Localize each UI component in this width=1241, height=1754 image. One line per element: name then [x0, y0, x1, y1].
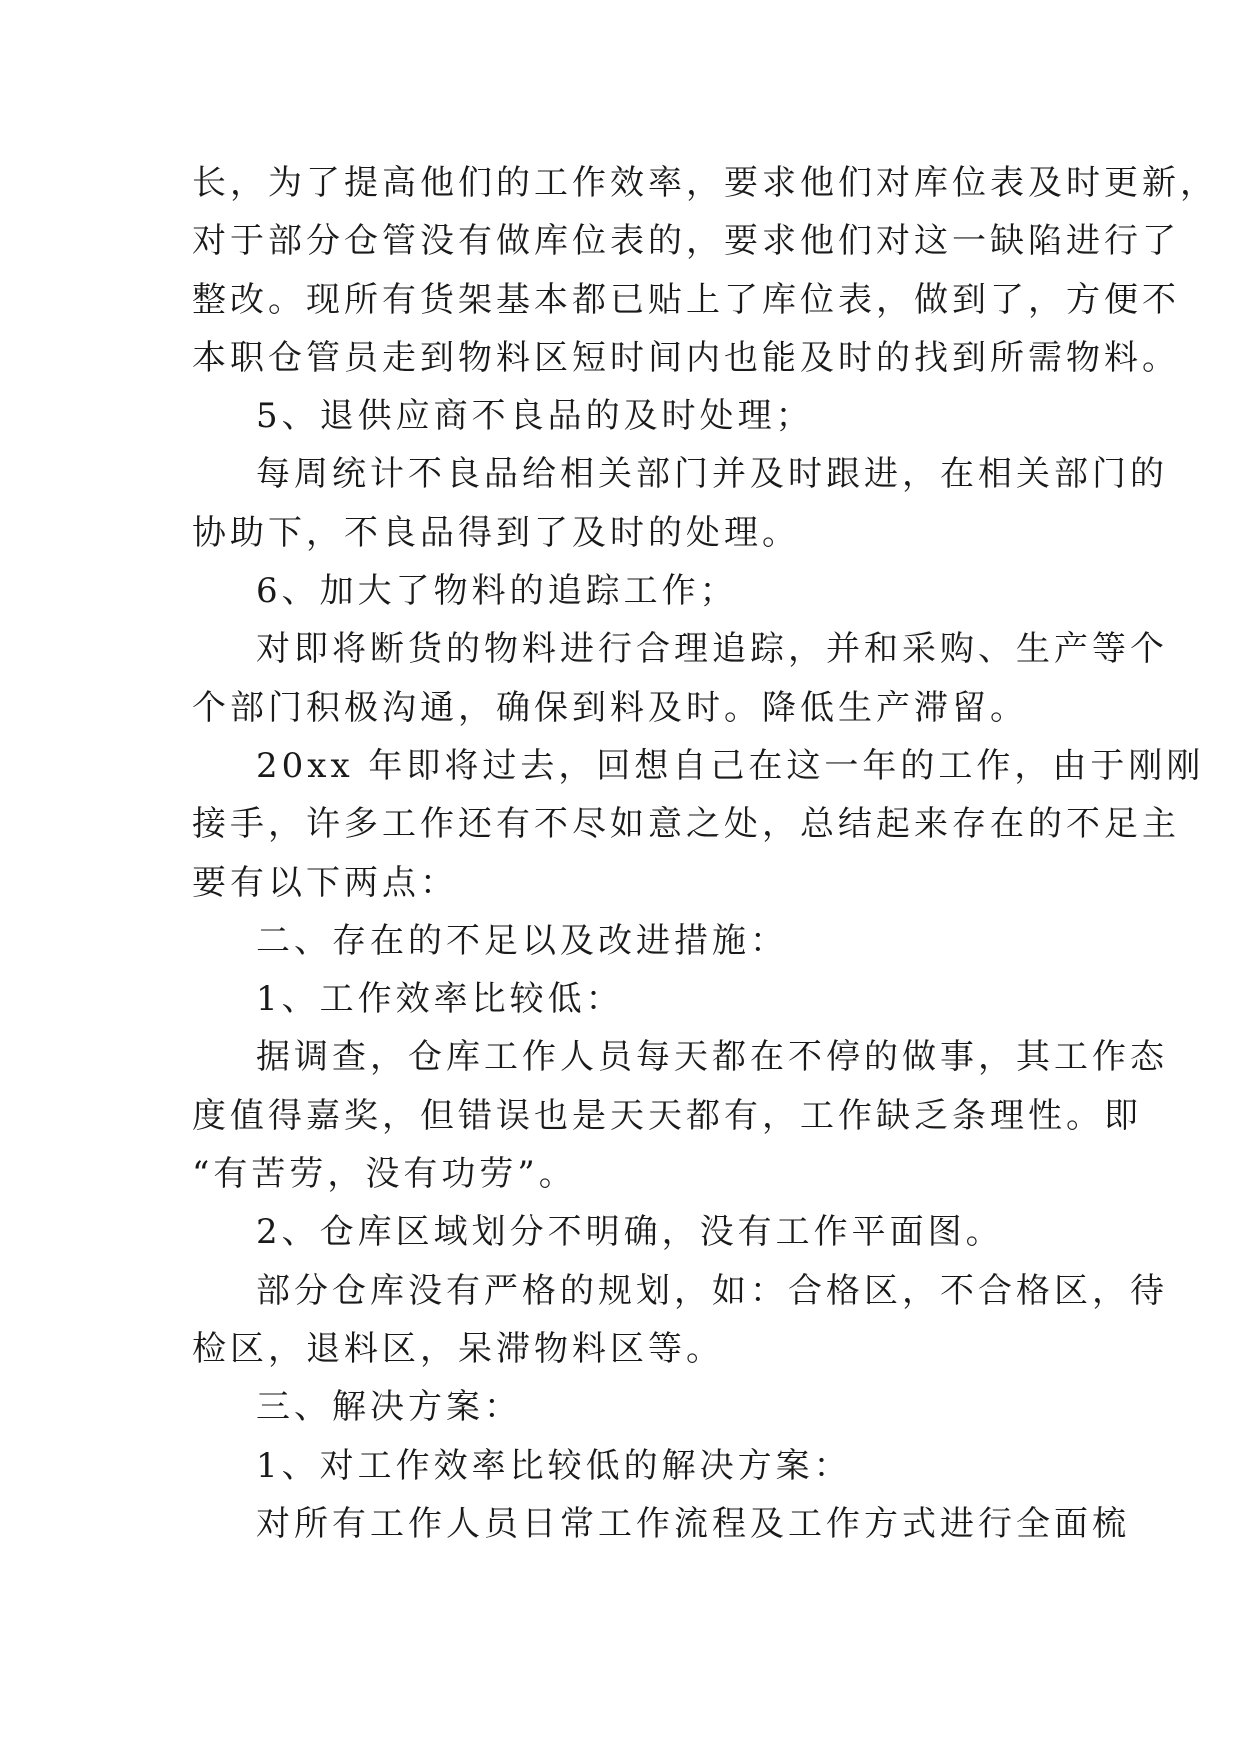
- section-heading: 5、退供应商不良品的及时处理；: [256, 396, 814, 437]
- text-line: 据调查，仓库工作人员每天都在不停的做事，其工作态: [256, 1037, 1168, 1078]
- text-line: “有苦劳，没有功劳”。: [192, 1154, 577, 1195]
- document-body: [192, 154, 1218, 1553]
- text-line: 长，为了提高他们的工作效率，要求他们对库位表及时更新，: [192, 163, 1218, 203]
- text-line: 部分仓库没有严格的规划，如：合格区，不合格区，待: [256, 1270, 1168, 1311]
- text-line: 度值得嘉奖，但错误也是天天都有，工作缺乏条理性。即: [192, 1095, 1142, 1136]
- text-line: 协助下，不良品得到了及时的处理。: [192, 512, 800, 553]
- section-heading: 6、加大了物料的追踪工作；: [256, 571, 738, 612]
- text-line: 个部门积极沟通，确保到料及时。降低生产滞留。: [192, 687, 1028, 728]
- section-heading: 1、工作效率比较低：: [256, 979, 624, 1020]
- section-heading: 2、仓库区域划分不明确，没有工作平面图。: [256, 1212, 1004, 1253]
- text-line: 对所有工作人员日常工作流程及工作方式进行全面梳: [256, 1503, 1130, 1544]
- text-line: 对于部分仓管没有做库位表的，要求他们对这一缺陷进行了: [192, 221, 1180, 262]
- text-line: 检区，退料区，呆滞物料区等。: [192, 1328, 724, 1369]
- text-line: 本职仓管员走到物料区短时间内也能及时的找到所需物料。: [192, 337, 1180, 378]
- section-heading: 二、存在的不足以及改进措施：: [256, 920, 788, 961]
- text-line: 20xx 年即将过去，回想自己在这一年的工作，由于刚刚: [256, 745, 1205, 786]
- text-line: 对即将断货的物料进行合理追踪，并和采购、生产等个: [256, 629, 1168, 670]
- text-line: 接手，许多工作还有不尽如意之处，总结起来存在的不足主: [192, 804, 1180, 845]
- section-heading: 三、解决方案：: [256, 1387, 522, 1428]
- section-heading: 1、对工作效率比较低的解决方案：: [256, 1445, 852, 1486]
- text-line: 整改。现所有货架基本都已贴上了库位表，做到了，方便不: [192, 279, 1180, 320]
- text-line: 要有以下两点：: [192, 862, 458, 903]
- text-line: 每周统计不良品给相关部门并及时跟进，在相关部门的: [256, 454, 1168, 495]
